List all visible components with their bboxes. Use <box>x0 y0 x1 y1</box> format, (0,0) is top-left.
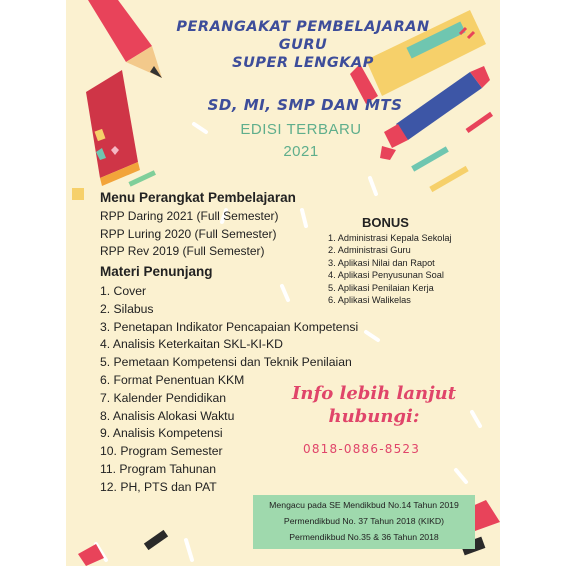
list-item: RPP Luring 2020 (Full Semester) <box>100 226 277 241</box>
list-item: 1. Administrasi Kepala Sekolaj <box>328 233 452 243</box>
page-title <box>66 18 500 72</box>
list-item: 1. Cover <box>100 284 147 298</box>
menu-list <box>100 208 279 261</box>
shape-bar <box>466 112 493 133</box>
reference-line: Permendikbud No. 37 Tahun 2018 (KIKD) <box>283 516 445 526</box>
list-item: 3. Penetapan Indikator Pencapaian Kompetensi <box>100 319 359 334</box>
list-item: 4. Analisis Keterkaitan SKL-KI-KD <box>100 337 283 352</box>
notebook-icon <box>86 70 140 186</box>
list-item: 12. PH, PTS dan PAT <box>100 479 217 494</box>
reference-line: Mengacu pada SE Mendikbud No.14 Tahun 2019 <box>269 500 459 510</box>
list-item: RPP Rev 2019 (Full Semester) <box>100 244 265 258</box>
list-item: 5. Pemetaan Kompetensi dan Teknik Penilaian <box>100 355 352 370</box>
list-item: RPP Daring 2021 (Full Semester) <box>100 209 279 223</box>
list-item: 5. Aplikasi Penilaian Kerja <box>328 282 434 293</box>
poster <box>66 0 500 566</box>
list-item: 8. Analisis Alokasi Waktu <box>100 408 235 423</box>
list-item: 10. Program Semester <box>100 444 223 459</box>
contact-line-2: hubungi: <box>328 406 420 427</box>
bonus-heading: BONUS <box>362 215 409 230</box>
menu-heading: Menu Perangkat Pembelajaran <box>100 190 296 205</box>
shape-bar <box>411 146 449 171</box>
school-levels: SD, MI, SMP DAN MTS <box>207 96 403 114</box>
title-line-3: SUPER LENGKAP <box>232 55 374 71</box>
list-item: 11. Program Tahunan <box>100 461 217 476</box>
shape-square <box>72 188 84 200</box>
edition-year: 2021 <box>283 143 319 160</box>
list-item: 9. Analisis Kompetensi <box>100 426 223 441</box>
list-item: 7. Kalender Pendidikan <box>100 390 227 405</box>
title-line-2: GURU <box>278 37 328 53</box>
title-line-1: PERANGAKAT PEMBELAJARAN <box>176 19 430 35</box>
materi-heading: Materi Penunjang <box>100 264 213 279</box>
list-item: 6. Aplikasi Walikelas <box>328 295 411 306</box>
list-item: 6. Format Penentuan KKM <box>100 372 245 387</box>
shape-bar <box>429 166 468 192</box>
list-item: 4. Aplikasi Penyusunan Soal <box>328 270 444 281</box>
phone-number[interactable]: 0818-0886-8523 <box>303 442 421 456</box>
edition-label: EDISI TERBARU <box>240 121 362 138</box>
list-item: 2. Administrasi Guru <box>328 245 411 256</box>
contact-line-1: Info lebih lanjut <box>291 383 457 404</box>
shape-bar <box>144 530 168 550</box>
list-item: 2. Silabus <box>100 301 154 316</box>
reference-box <box>253 495 475 549</box>
list-item: 3. Aplikasi Nilai dan Rapot <box>328 257 435 268</box>
reference-line: Permendikbud No.35 & 36 Tahun 2018 <box>289 532 439 542</box>
